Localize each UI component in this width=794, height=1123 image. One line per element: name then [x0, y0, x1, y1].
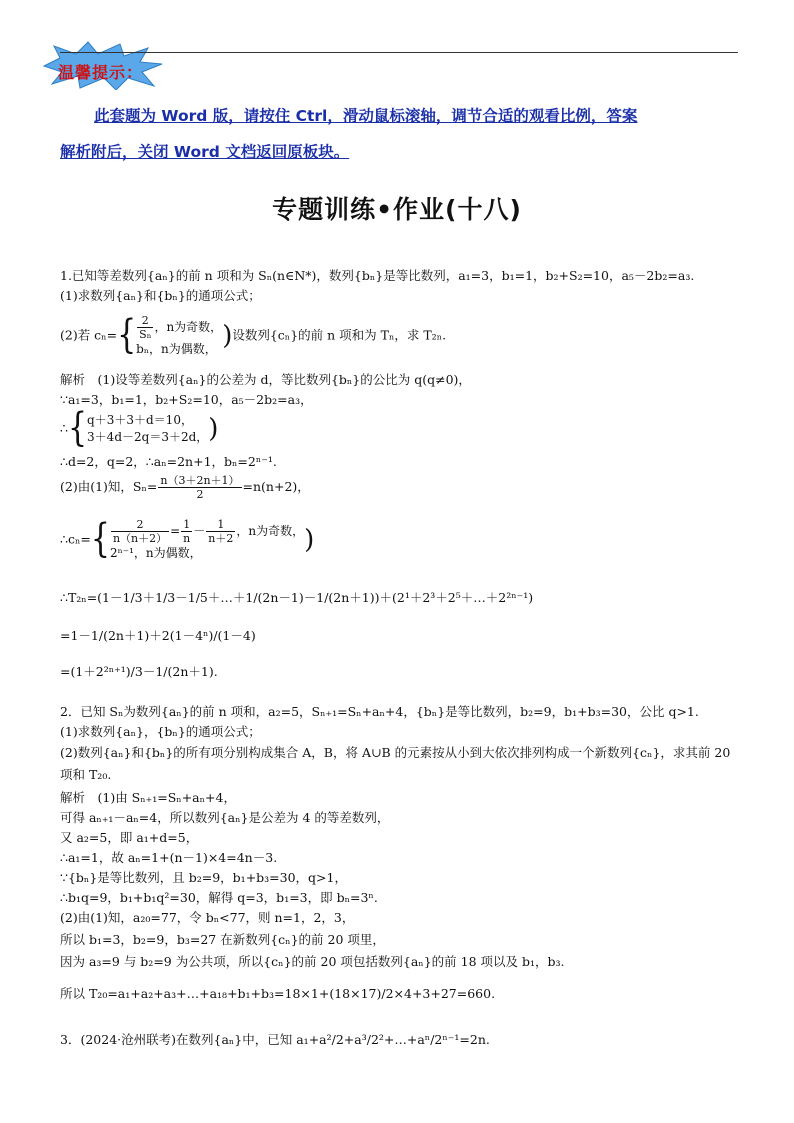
solution-1-system [60, 405, 219, 452]
word-notice [60, 98, 742, 170]
page-title: 专题训练•作业(十八) [272, 195, 522, 224]
solution-1-line: ∵a₁=3，b₁=1，b₂+S₂=10，a₅－2b₂=a₃， [60, 392, 313, 407]
right-paren: ) [208, 414, 219, 444]
q2-prefix: (2)若 cₙ= [60, 327, 118, 343]
solution-2-line: ∴b₁q=9，b₁+b₁q²=30，解得 q=3，b₁=3，即 bₙ=3ⁿ. [60, 890, 378, 905]
solution-2-line: 因为 a₃=9 与 b₂=9 为公共项，所以{cₙ}的前 20 项包括数列{aₙ}的前 18 项以及 b₁，b₃. [60, 954, 565, 969]
solution-1-result: =(1＋2²ⁿ⁺¹)/3－1/(2n＋1). [60, 664, 218, 679]
left-brace: { [90, 516, 110, 563]
warm-tip-label: 温馨提示： [58, 63, 144, 82]
therefore-sign: ∴ [60, 420, 68, 436]
left-brace: { [117, 312, 137, 359]
solution-1-line: ∴d=2，q=2，∴aₙ=2n+1，bₙ=2ⁿ⁻¹. [60, 454, 277, 469]
fraction: $\frac{2}{\text{Sₙ}}$ [139, 314, 152, 341]
problem-3-stem: 3．(2024·沧州联考)在数列{aₙ}中，已知 a₁+a²/2+a³/2²+…+aⁿ/2ⁿ⁻¹=2n. [60, 1032, 490, 1047]
q2-suffix: 设数列{cₙ}的前 n 项和为 Tₙ，求 T₂ₙ. [232, 327, 447, 343]
problem-2-q2: (2)数列{aₙ}和{bₙ}的所有项分别构成集合 A，B，将 A∪B 的元素按从小到大依次排列构成一个新数列{cₙ}，求其前 20 项和 T₂₀. [60, 745, 731, 782]
left-brace: { [67, 405, 88, 452]
solution-2-line: 可得 aₙ₊₁－aₙ=4，所以数列{aₙ}是公差为 4 的等差数列， [60, 810, 390, 825]
header-rule [60, 52, 738, 53]
solution-1-head: 解析 (1)设等差数列{aₙ}的公差为 d，等比数列{bₙ}的公比为 q(q≠0)， [60, 372, 471, 387]
piecewise-cases: $\frac{2}{n(n+2)}$ = $\frac{1}{n}$ － $\frac{1}{n+2}$ ，n为奇数， 2ⁿ⁻¹，n为偶数， [109, 518, 305, 560]
fraction: $\frac{n(3+2n+1)}{2}$ [160, 474, 240, 501]
notice-line-2: 解析附后，关闭 Word 文档返回原板块。 [60, 143, 350, 161]
solution-1-line: =1－1/(2n＋1)＋2(1－4ⁿ)/(1－4) [60, 628, 256, 643]
right-paren: ) [222, 321, 233, 351]
problem-1-stem: 1.已知等差数列{aₙ}的前 n 项和为 Sₙ(n∈N*)，数列{bₙ}是等比数列，a₁=3，b₁=1，b₂+S₂=10，a₅－2b₂=a₃. [60, 268, 695, 283]
piecewise-cases [136, 314, 222, 358]
problem-1-q1: (1)求数列{aₙ}和{bₙ}的通项公式； [60, 288, 261, 303]
solution-1-cn: ∴cₙ={ $\frac{2}{n(n+2)}$ = $\frac{1}{n}$ － $\frac{1}{n+2}$ ，n为奇数， 2ⁿ⁻¹，n为偶数， ) [60, 516, 315, 563]
solution-2-line: 所以 T₂₀=a₁+a₂+a₃+…+a₁₈+b₁+b₃=18×1+(18×17)/2×4+3+27=660. [60, 986, 496, 1001]
solution-2-line: 又 a₂=5，即 a₁+d=5， [60, 830, 199, 845]
solution-1-sn: (2)由(1)知，Sₙ= $\frac{n(3+2n+1)}{2}$ =n(n+2)， [60, 474, 310, 501]
problem-2-q1: (1)求数列{aₙ}，{bₙ}的通项公式； [60, 724, 261, 739]
solution-2-line: 解析 (1)由 Sₙ₊₁=Sₙ+aₙ+4， [60, 790, 236, 805]
system-equations: q＋3＋3＋d＝10， 3＋4d－2q＝3＋2d， [87, 413, 209, 444]
notice-line-1: 此套题为 Word 版，请按住 Ctrl，滑动鼠标滚轴，调节合适的观看比例，答案 [94, 107, 638, 125]
problem-2-stem: 2．已知 Sₙ为数列{aₙ}的前 n 项和，a₂=5，Sₙ₊₁=Sₙ+aₙ+4，{bₙ}是等比数列，b₂=9，b₁+b₃=30，公比 q>1. [60, 704, 699, 719]
right-paren: ) [304, 525, 315, 555]
fraction: $\frac{1}{n}$ [183, 518, 191, 545]
solution-2-line: (2)由(1)知，a₂₀=77，令 bₙ<77，则 n=1，2，3， [60, 910, 355, 925]
solution-2-line: 所以 b₁=3，b₂=9，b₃=27 在新数列{cₙ}的前 20 项里， [60, 932, 385, 947]
fraction: $\frac{1}{n+2}$ [208, 518, 234, 545]
solution-1-t2n: ∴T₂ₙ=(1－1/3＋1/3－1/5＋…＋1/(2n－1)－1/(2n＋1))＋(2¹＋2³＋2⁵＋…＋2²ⁿ⁻¹) [60, 590, 534, 605]
problem-1-q2 [60, 314, 446, 364]
case-2: bₙ，n为偶数， [136, 342, 217, 356]
case-1-cond: ，n为奇数， [154, 320, 223, 334]
solution-2-line: ∵{bₙ}是等比数列，且 b₂=9，b₁+b₃=30，q>1， [60, 870, 347, 885]
solution-2-line: ∴a₁=1，故 aₙ=1+(n－1)×4=4n－3. [60, 850, 278, 865]
fraction: $\frac{2}{n(n+2)}$ [112, 518, 168, 545]
